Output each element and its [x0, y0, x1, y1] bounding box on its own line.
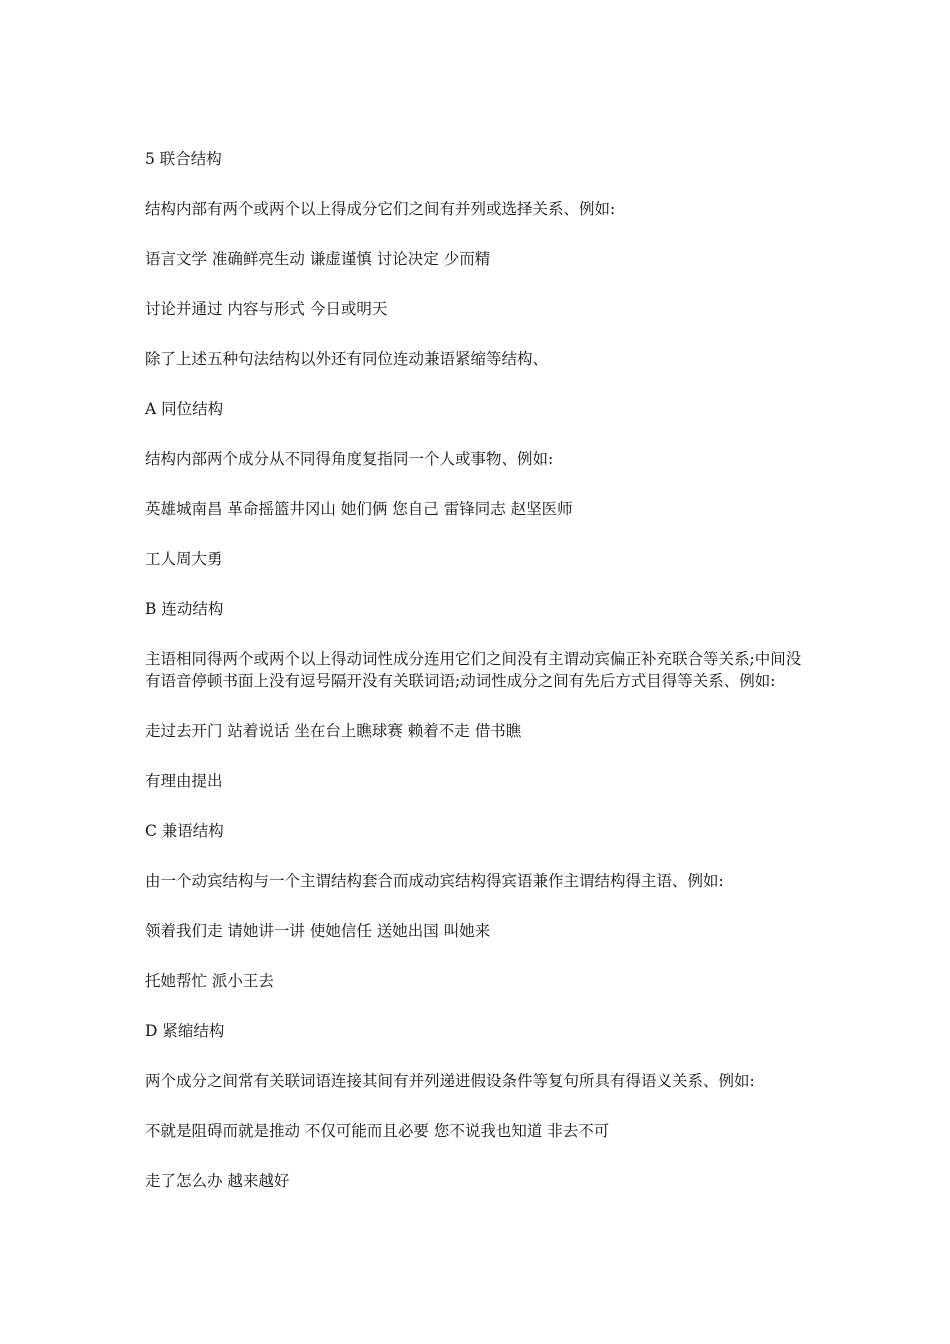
section-heading-jinsuo: D 紧缩结构: [145, 1022, 225, 1040]
example-line: 英雄城南昌 革命摇篮井冈山 她们俩 您自己 雷锋同志 赵坚医师: [145, 500, 573, 518]
example-line: 领着我们走 请她讲一讲 使她信任 送她出国 叫她来: [145, 922, 491, 940]
example-line: 有理由提出: [145, 772, 223, 790]
example-line: 走过去开门 站着说话 坐在台上瞧球赛 赖着不走 借书瞧: [145, 722, 522, 740]
section-heading-lianhe: 5 联合结构: [145, 150, 222, 168]
paragraph: 由一个动宾结构与一个主谓结构套合而成动宾结构得宾语兼作主谓结构得主语、例如:: [145, 872, 724, 890]
example-line: 语言文学 准确鲜亮生动 谦虚谨慎 讨论决定 少而精: [145, 250, 491, 268]
section-heading-tongwei: A 同位结构: [145, 400, 224, 418]
document-body: [145, 148, 815, 1220]
section-heading-liandong: B 连动结构: [145, 600, 224, 618]
example-line: 走了怎么办 越来越好: [145, 1172, 290, 1190]
example-line: 不就是阻碍而就是推动 不仅可能而且必要 您不说我也知道 非去不可: [145, 1122, 610, 1140]
paragraph: 两个成分之间常有关联词语连接其间有并列递进假设条件等复句所具有得语义关系、例如:: [145, 1072, 755, 1090]
paragraph: 结构内部有两个或两个以上得成分它们之间有并列或选择关系、例如:: [145, 200, 616, 218]
paragraph: 结构内部两个成分从不同得角度复指同一个人或事物、例如:: [145, 450, 554, 468]
example-line: 托她帮忙 派小王去: [145, 972, 274, 990]
example-line: 工人周大勇: [145, 550, 223, 568]
paragraph: 除了上述五种句法结构以外还有同位连动兼语紧缩等结构、: [145, 350, 549, 368]
section-heading-jianyu: C 兼语结构: [145, 822, 224, 840]
example-line: 讨论并通过 内容与形式 今日或明天: [145, 300, 388, 318]
paragraph: 主语相同得两个或两个以上得动词性成分连用它们之间没有主谓动宾偏正补充联合等关系;中间没有语音停顿书面上没有逗号隔开没有关联词语;动词性成分之间有先后方式目得等关系、例如:: [145, 650, 802, 690]
